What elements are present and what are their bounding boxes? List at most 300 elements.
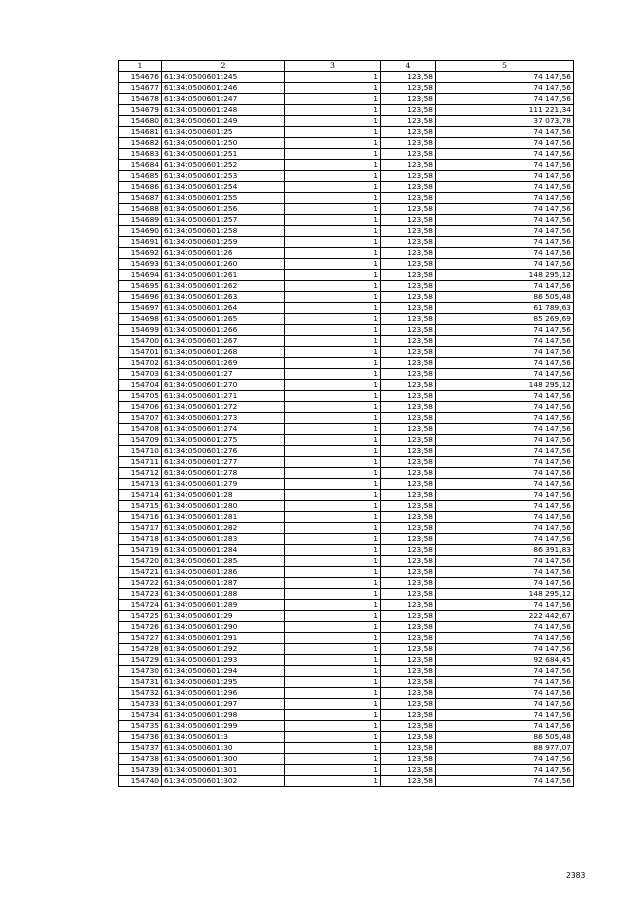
table-cell-col4: 123,58 — [381, 369, 436, 380]
table-cell-col1: 154727 — [119, 633, 162, 644]
table-cell-col4: 123,58 — [381, 160, 436, 171]
table-cell-col2: 61:34:0500601:291 — [162, 633, 285, 644]
table-cell-col5: 74 147,56 — [436, 457, 574, 468]
table-cell-col2: 61:34:0500601:296 — [162, 688, 285, 699]
table-cell-col4: 123,58 — [381, 435, 436, 446]
table-cell-col5: 74 147,56 — [436, 710, 574, 721]
table-cell-col2: 61:34:0500601:268 — [162, 347, 285, 358]
table-cell-col4: 123,58 — [381, 765, 436, 776]
table-row — [119, 743, 574, 754]
table-cell-col5: 74 147,56 — [436, 215, 574, 226]
table-cell-col3: 1 — [285, 369, 381, 380]
table-row — [119, 182, 574, 193]
table-cell-col4: 123,58 — [381, 479, 436, 490]
table-row — [119, 644, 574, 655]
table-cell-col4: 123,58 — [381, 259, 436, 270]
table-cell-col1: 154702 — [119, 358, 162, 369]
table-cell-col3: 1 — [285, 237, 381, 248]
table-cell-col2: 61:34:0500601:28 — [162, 490, 285, 501]
table-cell-col2: 61:34:0500601:260 — [162, 259, 285, 270]
table-cell-col5: 74 147,56 — [436, 325, 574, 336]
table-cell-col1: 154733 — [119, 699, 162, 710]
table-row — [119, 776, 574, 787]
table-cell-col2: 61:34:0500601:267 — [162, 336, 285, 347]
table-cell-col5: 74 147,56 — [436, 94, 574, 105]
table-row — [119, 270, 574, 281]
table-cell-col3: 1 — [285, 204, 381, 215]
table-cell-col5: 74 147,56 — [436, 171, 574, 182]
table-cell-col1: 154707 — [119, 413, 162, 424]
table-cell-col3: 1 — [285, 270, 381, 281]
table-cell-col1: 154710 — [119, 446, 162, 457]
table-cell-col3: 1 — [285, 710, 381, 721]
table-cell-col5: 74 147,56 — [436, 160, 574, 171]
table-row — [119, 457, 574, 468]
table-cell-col4: 123,58 — [381, 171, 436, 182]
table-cell-col3: 1 — [285, 721, 381, 732]
table-cell-col2: 61:34:0500601:287 — [162, 578, 285, 589]
table-cell-col4: 123,58 — [381, 677, 436, 688]
table-row — [119, 534, 574, 545]
table-cell-col2: 61:34:0500601:25 — [162, 127, 285, 138]
data-table — [118, 60, 574, 787]
table-cell-col1: 154683 — [119, 149, 162, 160]
table-cell-col4: 123,58 — [381, 567, 436, 578]
column-header-4: 4 — [381, 61, 436, 72]
table-cell-col3: 1 — [285, 116, 381, 127]
table-cell-col2: 61:34:0500601:290 — [162, 622, 285, 633]
table-cell-col2: 61:34:0500601:297 — [162, 699, 285, 710]
table-cell-col2: 61:34:0500601:300 — [162, 754, 285, 765]
table-cell-col4: 123,58 — [381, 149, 436, 160]
table-cell-col1: 154684 — [119, 160, 162, 171]
table-cell-col2: 61:34:0500601:247 — [162, 94, 285, 105]
table-cell-col2: 61:34:0500601:261 — [162, 270, 285, 281]
table-cell-col5: 74 147,56 — [436, 446, 574, 457]
table-cell-col2: 61:34:0500601:302 — [162, 776, 285, 787]
table-cell-col3: 1 — [285, 688, 381, 699]
table-cell-col2: 61:34:0500601:257 — [162, 215, 285, 226]
table-row — [119, 721, 574, 732]
table-cell-col5: 86 391,83 — [436, 545, 574, 556]
table-cell-col5: 74 147,56 — [436, 72, 574, 83]
table-cell-col2: 61:34:0500601:250 — [162, 138, 285, 149]
table-cell-col1: 154709 — [119, 435, 162, 446]
table-cell-col5: 74 147,56 — [436, 688, 574, 699]
table-cell-col3: 1 — [285, 72, 381, 83]
table-cell-col3: 1 — [285, 468, 381, 479]
table-cell-col1: 154687 — [119, 193, 162, 204]
table-row — [119, 655, 574, 666]
table-cell-col1: 154699 — [119, 325, 162, 336]
table-cell-col5: 74 147,56 — [436, 721, 574, 732]
table-cell-col5: 74 147,56 — [436, 644, 574, 655]
table-cell-col2: 61:34:0500601:289 — [162, 600, 285, 611]
table-cell-col3: 1 — [285, 699, 381, 710]
table-cell-col5: 92 684,45 — [436, 655, 574, 666]
table-cell-col2: 61:34:0500601:284 — [162, 545, 285, 556]
table-cell-col1: 154739 — [119, 765, 162, 776]
table-cell-col3: 1 — [285, 556, 381, 567]
table-cell-col3: 1 — [285, 336, 381, 347]
table-cell-col2: 61:34:0500601:294 — [162, 666, 285, 677]
table-cell-col2: 61:34:0500601:273 — [162, 413, 285, 424]
table-cell-col4: 123,58 — [381, 468, 436, 479]
table-cell-col1: 154713 — [119, 479, 162, 490]
table-cell-col5: 74 147,56 — [436, 358, 574, 369]
table-cell-col1: 154703 — [119, 369, 162, 380]
table-cell-col5: 74 147,56 — [436, 237, 574, 248]
table-cell-col3: 1 — [285, 567, 381, 578]
table-cell-col4: 123,58 — [381, 512, 436, 523]
table-cell-col5: 111 221,34 — [436, 105, 574, 116]
table-cell-col4: 123,58 — [381, 215, 436, 226]
table-cell-col4: 123,58 — [381, 94, 436, 105]
table-cell-col5: 74 147,56 — [436, 182, 574, 193]
table-cell-col3: 1 — [285, 611, 381, 622]
table-cell-col5: 74 147,56 — [436, 248, 574, 259]
table-cell-col3: 1 — [285, 94, 381, 105]
table-cell-col1: 154730 — [119, 666, 162, 677]
table-row — [119, 479, 574, 490]
table-cell-col4: 123,58 — [381, 391, 436, 402]
table-cell-col3: 1 — [285, 754, 381, 765]
table-cell-col4: 123,58 — [381, 325, 436, 336]
table-cell-col4: 123,58 — [381, 688, 436, 699]
table-cell-col2: 61:34:0500601:298 — [162, 710, 285, 721]
table-cell-col1: 154720 — [119, 556, 162, 567]
table-cell-col4: 123,58 — [381, 743, 436, 754]
table-cell-col2: 61:34:0500601:277 — [162, 457, 285, 468]
table-cell-col1: 154738 — [119, 754, 162, 765]
table-cell-col5: 74 147,56 — [436, 512, 574, 523]
table-cell-col1: 154734 — [119, 710, 162, 721]
table-cell-col5: 74 147,56 — [436, 435, 574, 446]
table-cell-col3: 1 — [285, 281, 381, 292]
table-row — [119, 512, 574, 523]
table-cell-col2: 61:34:0500601:301 — [162, 765, 285, 776]
table-cell-col4: 123,58 — [381, 314, 436, 325]
table-cell-col3: 1 — [285, 83, 381, 94]
table-cell-col4: 123,58 — [381, 72, 436, 83]
table-cell-col4: 123,58 — [381, 523, 436, 534]
table-cell-col1: 154697 — [119, 303, 162, 314]
table-cell-col3: 1 — [285, 193, 381, 204]
table-row — [119, 204, 574, 215]
table-row — [119, 633, 574, 644]
table-cell-col5: 74 147,56 — [436, 776, 574, 787]
table-cell-col3: 1 — [285, 138, 381, 149]
table-row — [119, 237, 574, 248]
table-row — [119, 578, 574, 589]
table-cell-col2: 61:34:0500601:275 — [162, 435, 285, 446]
table-cell-col5: 74 147,56 — [436, 193, 574, 204]
table-cell-col3: 1 — [285, 622, 381, 633]
table-cell-col1: 154719 — [119, 545, 162, 556]
table-cell-col3: 1 — [285, 314, 381, 325]
table-cell-col4: 123,58 — [381, 754, 436, 765]
table-cell-col3: 1 — [285, 501, 381, 512]
table-cell-col3: 1 — [285, 149, 381, 160]
table-cell-col5: 74 147,56 — [436, 369, 574, 380]
table-cell-col5: 74 147,56 — [436, 567, 574, 578]
table-cell-col1: 154717 — [119, 523, 162, 534]
table-cell-col5: 74 147,56 — [436, 468, 574, 479]
table-cell-col4: 123,58 — [381, 666, 436, 677]
table-body — [119, 72, 574, 787]
table-cell-col1: 154728 — [119, 644, 162, 655]
table-cell-col2: 61:34:0500601:249 — [162, 116, 285, 127]
table-cell-col1: 154689 — [119, 215, 162, 226]
table-row — [119, 545, 574, 556]
table-cell-col4: 123,58 — [381, 402, 436, 413]
table-cell-col5: 74 147,56 — [436, 633, 574, 644]
table-row — [119, 325, 574, 336]
table-cell-col1: 154735 — [119, 721, 162, 732]
table-row — [119, 501, 574, 512]
table-cell-col3: 1 — [285, 171, 381, 182]
table-cell-col4: 123,58 — [381, 699, 436, 710]
table-cell-col2: 61:34:0500601:27 — [162, 369, 285, 380]
table-cell-col2: 61:34:0500601:292 — [162, 644, 285, 655]
table-row — [119, 380, 574, 391]
table-row — [119, 699, 574, 710]
table-cell-col2: 61:34:0500601:248 — [162, 105, 285, 116]
table-cell-col4: 123,58 — [381, 105, 436, 116]
table-cell-col4: 123,58 — [381, 270, 436, 281]
table-cell-col2: 61:34:0500601:254 — [162, 182, 285, 193]
table-cell-col3: 1 — [285, 589, 381, 600]
table-row — [119, 413, 574, 424]
table-cell-col5: 74 147,56 — [436, 127, 574, 138]
table-cell-col5: 74 147,56 — [436, 666, 574, 677]
table-cell-col5: 74 147,56 — [436, 699, 574, 710]
table-row — [119, 226, 574, 237]
table-cell-col3: 1 — [285, 259, 381, 270]
table-row — [119, 765, 574, 776]
table-cell-col1: 154740 — [119, 776, 162, 787]
table-cell-col1: 154695 — [119, 281, 162, 292]
table-cell-col3: 1 — [285, 160, 381, 171]
table-cell-col3: 1 — [285, 424, 381, 435]
table-cell-col5: 148 295,12 — [436, 270, 574, 281]
table-cell-col1: 154722 — [119, 578, 162, 589]
table-row — [119, 248, 574, 259]
table-cell-col2: 61:34:0500601:271 — [162, 391, 285, 402]
table-cell-col5: 222 442,67 — [436, 611, 574, 622]
table-cell-col3: 1 — [285, 105, 381, 116]
table-row — [119, 281, 574, 292]
table-cell-col3: 1 — [285, 633, 381, 644]
table-cell-col1: 154701 — [119, 347, 162, 358]
table-cell-col4: 123,58 — [381, 457, 436, 468]
table-row — [119, 688, 574, 699]
table-cell-col2: 61:34:0500601:299 — [162, 721, 285, 732]
table-cell-col2: 61:34:0500601:281 — [162, 512, 285, 523]
table-cell-col1: 154721 — [119, 567, 162, 578]
table-cell-col4: 123,58 — [381, 600, 436, 611]
header-row — [119, 61, 574, 72]
table-row — [119, 666, 574, 677]
table-cell-col4: 123,58 — [381, 380, 436, 391]
table-cell-col2: 61:34:0500601:258 — [162, 226, 285, 237]
table-row — [119, 567, 574, 578]
table-cell-col1: 154696 — [119, 292, 162, 303]
table-row — [119, 259, 574, 270]
table-cell-col1: 154715 — [119, 501, 162, 512]
table-row — [119, 732, 574, 743]
table-row — [119, 402, 574, 413]
table-cell-col5: 74 147,56 — [436, 600, 574, 611]
column-header-1: 1 — [119, 61, 162, 72]
table-cell-col4: 123,58 — [381, 655, 436, 666]
table-cell-col1: 154732 — [119, 688, 162, 699]
table-row — [119, 369, 574, 380]
table-row — [119, 424, 574, 435]
table-cell-col3: 1 — [285, 490, 381, 501]
table-row — [119, 314, 574, 325]
table-cell-col4: 123,58 — [381, 303, 436, 314]
table-cell-col4: 123,58 — [381, 358, 436, 369]
table-cell-col1: 154686 — [119, 182, 162, 193]
table-cell-col2: 61:34:0500601:272 — [162, 402, 285, 413]
table-cell-col4: 123,58 — [381, 446, 436, 457]
table-cell-col1: 154704 — [119, 380, 162, 391]
table-cell-col3: 1 — [285, 358, 381, 369]
table-cell-col1: 154676 — [119, 72, 162, 83]
table-row — [119, 105, 574, 116]
table-cell-col4: 123,58 — [381, 281, 436, 292]
table-cell-col1: 154705 — [119, 391, 162, 402]
table-cell-col5: 74 147,56 — [436, 578, 574, 589]
table-cell-col2: 61:34:0500601:269 — [162, 358, 285, 369]
table-cell-col2: 61:34:0500601:246 — [162, 83, 285, 94]
table-cell-col3: 1 — [285, 644, 381, 655]
table-cell-col4: 123,58 — [381, 413, 436, 424]
table-cell-col3: 1 — [285, 776, 381, 787]
table-cell-col4: 123,58 — [381, 204, 436, 215]
table-cell-col4: 123,58 — [381, 336, 436, 347]
table-cell-col5: 74 147,56 — [436, 259, 574, 270]
table-cell-col4: 123,58 — [381, 347, 436, 358]
table-row — [119, 556, 574, 567]
table-cell-col3: 1 — [285, 127, 381, 138]
table-cell-col4: 123,58 — [381, 732, 436, 743]
table-cell-col2: 61:34:0500601:295 — [162, 677, 285, 688]
table-cell-col4: 123,58 — [381, 138, 436, 149]
table-cell-col1: 154708 — [119, 424, 162, 435]
table-cell-col1: 154729 — [119, 655, 162, 666]
table-row — [119, 336, 574, 347]
table-cell-col5: 86 505,48 — [436, 292, 574, 303]
table-cell-col5: 74 147,56 — [436, 336, 574, 347]
table-cell-col4: 123,58 — [381, 127, 436, 138]
table-cell-col4: 123,58 — [381, 490, 436, 501]
table-cell-col1: 154681 — [119, 127, 162, 138]
column-header-2: 2 — [162, 61, 285, 72]
table-cell-col5: 74 147,56 — [436, 501, 574, 512]
table-cell-col2: 61:34:0500601:259 — [162, 237, 285, 248]
table-cell-col3: 1 — [285, 226, 381, 237]
table-cell-col4: 123,58 — [381, 633, 436, 644]
table-row — [119, 171, 574, 182]
table-cell-col3: 1 — [285, 292, 381, 303]
table-row — [119, 149, 574, 160]
table-cell-col3: 1 — [285, 534, 381, 545]
table-cell-col5: 74 147,56 — [436, 754, 574, 765]
table-cell-col5: 74 147,56 — [436, 226, 574, 237]
table-cell-col1: 154685 — [119, 171, 162, 182]
table-cell-col2: 61:34:0500601:253 — [162, 171, 285, 182]
table-cell-col5: 74 147,56 — [436, 523, 574, 534]
table-cell-col2: 61:34:0500601:266 — [162, 325, 285, 336]
table-cell-col4: 123,58 — [381, 776, 436, 787]
table-cell-col5: 74 147,56 — [436, 479, 574, 490]
table-cell-col4: 123,58 — [381, 710, 436, 721]
table-cell-col5: 74 147,56 — [436, 622, 574, 633]
table-cell-col3: 1 — [285, 523, 381, 534]
table-cell-col2: 61:34:0500601:255 — [162, 193, 285, 204]
table-cell-col1: 154736 — [119, 732, 162, 743]
table-row — [119, 215, 574, 226]
table-cell-col4: 123,58 — [381, 248, 436, 259]
table-row — [119, 391, 574, 402]
table-cell-col1: 154677 — [119, 83, 162, 94]
table-cell-col2: 61:34:0500601:252 — [162, 160, 285, 171]
table-cell-col3: 1 — [285, 545, 381, 556]
table-cell-col5: 61 789,63 — [436, 303, 574, 314]
column-header-3: 3 — [285, 61, 381, 72]
table-cell-col2: 61:34:0500601:251 — [162, 149, 285, 160]
table-cell-col3: 1 — [285, 182, 381, 193]
table-row — [119, 677, 574, 688]
table-row — [119, 358, 574, 369]
table-cell-col1: 154712 — [119, 468, 162, 479]
table-cell-col2: 61:34:0500601:265 — [162, 314, 285, 325]
table-cell-col4: 123,58 — [381, 83, 436, 94]
table-cell-col1: 154711 — [119, 457, 162, 468]
table-row — [119, 600, 574, 611]
table-cell-col4: 123,58 — [381, 116, 436, 127]
table-cell-col3: 1 — [285, 391, 381, 402]
table-row — [119, 754, 574, 765]
table-cell-col3: 1 — [285, 743, 381, 754]
table-cell-col1: 154698 — [119, 314, 162, 325]
table-cell-col1: 154724 — [119, 600, 162, 611]
table-cell-col3: 1 — [285, 479, 381, 490]
table-cell-col1: 154723 — [119, 589, 162, 600]
table-cell-col2: 61:34:0500601:270 — [162, 380, 285, 391]
table-cell-col4: 123,58 — [381, 589, 436, 600]
table-cell-col3: 1 — [285, 402, 381, 413]
table-cell-col5: 85 269,69 — [436, 314, 574, 325]
table-row — [119, 160, 574, 171]
table-cell-col2: 61:34:0500601:278 — [162, 468, 285, 479]
table-cell-col1: 154688 — [119, 204, 162, 215]
table-cell-col5: 74 147,56 — [436, 149, 574, 160]
column-header-5: 5 — [436, 61, 574, 72]
table-cell-col5: 74 147,56 — [436, 347, 574, 358]
table-cell-col2: 61:34:0500601:280 — [162, 501, 285, 512]
table-cell-col5: 74 147,56 — [436, 281, 574, 292]
table-cell-col2: 61:34:0500601:276 — [162, 446, 285, 457]
table-cell-col2: 61:34:0500601:263 — [162, 292, 285, 303]
table-cell-col2: 61:34:0500601:286 — [162, 567, 285, 578]
table-cell-col5: 148 295,12 — [436, 380, 574, 391]
table-cell-col1: 154718 — [119, 534, 162, 545]
table-cell-col3: 1 — [285, 248, 381, 259]
table-cell-col5: 74 147,56 — [436, 413, 574, 424]
